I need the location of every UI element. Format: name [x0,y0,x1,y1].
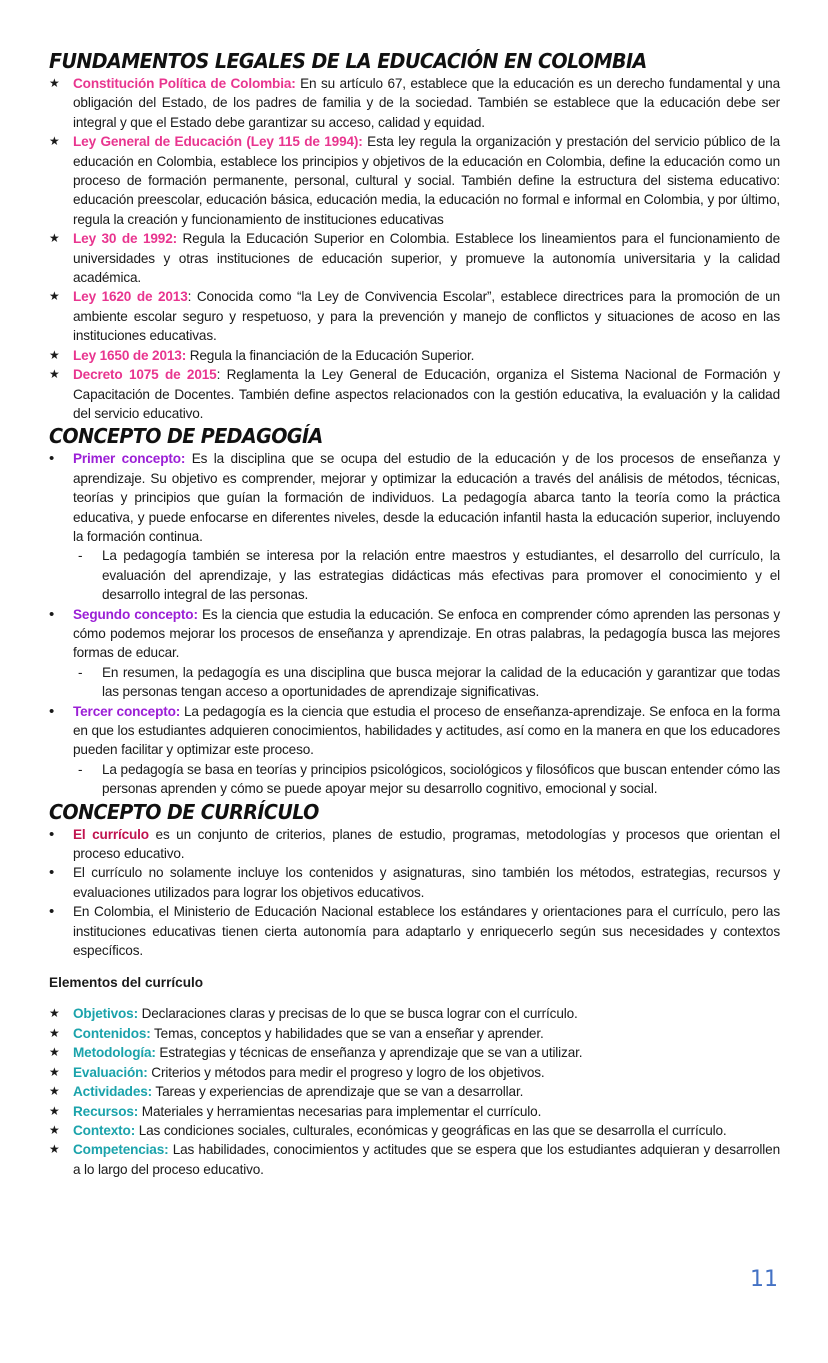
list-item [49,229,780,287]
dot-bullet-icon: • [49,864,55,882]
item-text: Las condiciones sociales, culturales, económicas y geográficas en las que se desarrolla el currículo. [135,1122,727,1138]
list-item [49,1043,780,1062]
item-text: En Colombia, el Ministerio de Educación Nacional establece los estándares y orientaciones para el currículo, pero las instituciones educativas tienen cierta autonomía para adaptarlo y enriquecerlo según sus necesidades y contextos específicos. [73,904,780,959]
item-text: : Reglamenta la Ley General de Educación, organiza el Sistema Nacional de Formación y Capacitación de Docentes. También define aspectos relacionados con la gestión educativa, la evaluación y la calidad del servicio educativo. [73,367,780,421]
dot-bullet-icon: • [49,903,55,921]
star-bullet-icon: ★ [49,1103,60,1118]
item-text: Criterios y métodos para medir el progreso y logro de los objetivos. [147,1064,545,1080]
item-label: Contenidos: [73,1025,151,1041]
sub-item-text: La pedagogía se basa en teorías y principios psicológicos, sociológicos y filosóficos que buscan entender cómo las personas aprenden y cómo se puede apoyar mejor su desarrollo cognitivo, emocional y social. [102,761,780,797]
elements-list [49,1004,780,1179]
list-item [49,1063,780,1082]
item-text: La pedagogía es la ciencia que estudia el proceso de enseñanza-aprendizaje. Se enfoca en la forma en que los estudiantes adquieren conocimientos, habilidades y actitudes, así como en la manera en que los educadores pueden facilitar y optimizar este proceso. [73,703,780,758]
page-number: 11 [750,1267,778,1292]
item-text: Regula la Educación Superior en Colombia. Establece los lineamientos para el funcionamiento de universidades y otras instituciones de educación superior, y promueve la autonomía universitaria y la calidad académica. [73,231,780,286]
item-label: Tercer concepto: [73,703,181,719]
dash-bullet-icon: - [78,761,83,777]
legal-list [49,74,780,423]
list-item [49,1121,780,1140]
star-bullet-icon: ★ [49,367,60,382]
list-item [49,1140,780,1179]
dot-bullet-icon: • [49,702,55,720]
item-label: Objetivos: [73,1006,138,1022]
list-item [49,74,780,132]
star-bullet-icon: ★ [49,1122,60,1137]
document-page [49,48,780,1179]
list-item [49,449,780,604]
sub-item [73,663,780,702]
pedagogy-list [49,449,780,798]
dash-bullet-icon: - [78,664,83,680]
item-text: Regula la financiación de la Educación Superior. [186,347,475,363]
sub-list [73,760,780,799]
list-item [49,346,780,365]
item-text: Declaraciones claras y precisas de lo que se busca lograr con el currículo. [137,1006,578,1022]
sub-list [73,663,780,702]
star-bullet-icon: ★ [49,231,60,246]
list-item [49,702,780,799]
sub-item [73,760,780,799]
list-item [49,1082,780,1101]
item-label: Ley General de Educación (Ley 115 de 1994): [73,134,363,150]
dot-bullet-icon: • [49,825,55,843]
item-text: Estrategias y técnicas de enseñanza y aprendizaje que se van a utilizar. [155,1045,583,1061]
section-title-legal: FUNDAMENTOS LEGALES DE LA EDUCACIÓN EN COLOMBIA [49,49,647,73]
item-label: Segundo concepto: [73,606,198,622]
list-item [49,287,780,345]
section-title-curriculum: CONCEPTO DE CURRÍCULO [49,799,319,824]
star-bullet-icon: ★ [49,1045,60,1060]
item-label: Metodología: [73,1045,156,1061]
list-item [49,1004,780,1023]
list-item [49,863,780,902]
item-text: Materiales y herramientas necesarias para implementar el currículo. [138,1103,542,1119]
item-label: Competencias: [73,1142,169,1158]
item-label: Actividades: [73,1084,153,1100]
star-bullet-icon: ★ [49,1084,60,1099]
curriculum-list [49,825,780,961]
dot-bullet-icon: • [49,450,55,468]
item-label: Ley 30 de 1992: [73,231,177,247]
elements-heading: Elementos del currículo [49,975,204,991]
item-label: El currículo [73,826,149,842]
item-label: Contexto: [73,1122,136,1138]
item-text: Esta ley regula la organización y prestación del servicio público de la educación en Colombia, establece los principios y objetivos de la educación en Colombia, define la educación como un proceso de formación permanente, personal, cultural y social. También define la estructura del sistema educativo: educación preescolar, educación básica, educación media, la educación no formal e informal en Colombia, y por último, regula la creación y funcionamiento de instituciones educativas [73,134,780,227]
item-text: Tareas y experiencias de aprendizaje que se van a desarrollar. [152,1084,524,1100]
star-bullet-icon: ★ [49,76,60,90]
item-label: Evaluación: [73,1064,148,1080]
item-text: El currículo no solamente incluye los contenidos y asignaturas, sino también los métodos, estrategias, recursos y evaluaciones utilizados para lograr los objetivos educativos. [73,865,780,900]
item-label: Primer concepto: [73,451,186,467]
item-label: Ley 1620 de 2013 [73,289,188,305]
item-label: Ley 1650 de 2013: [73,347,187,363]
section-title-pedagogy: CONCEPTO DE PEDAGOGÍA [49,424,323,449]
sub-item [73,546,780,604]
item-text: Es la disciplina que se ocupa del estudio de la educación y de los procesos de enseñanza y aprendizaje. Su objetivo es comprender, mejorar y optimizar la educación a través del análisis de métodos, técnicas, teorías y principios que guían la formación de individuos. La pedagogía abarca tanto la teoría como la práctica educativa, y puede enfocarse en diferentes niveles, desde la educación infantil hasta la educación superior, incluyendo la formación continua. [73,451,780,544]
star-bullet-icon: ★ [49,134,60,149]
list-item [49,1102,780,1121]
dash-bullet-icon: - [78,548,83,564]
star-bullet-icon: ★ [49,347,60,362]
item-label: Recursos: [73,1103,139,1119]
list-item [49,605,780,702]
item-label: Constitución Política de Colombia: [73,76,296,91]
list-item [49,365,780,423]
star-bullet-icon: ★ [49,1064,60,1079]
item-text: En su artículo 67, establece que la educación es un derecho fundamental y una obligación del Estado, de los padres de familia y de la sociedad. También se establece que la educación debe ser integral y que el Estado debe garantizar su acceso, calidad y equidad. [73,76,780,130]
dot-bullet-icon: • [49,605,55,623]
list-item [49,1024,780,1043]
item-text: Temas, conceptos y habilidades que se van a enseñar y aprender. [150,1025,544,1041]
list-item [49,825,780,864]
item-text: : Conocida como “la Ley de Convivencia Escolar”, establece directrices para la promoción de un ambiente escolar seguro y respetuoso, y para la prevención y manejo de conflictos y situaciones de acoso en las instituciones educativas. [73,289,781,344]
list-item [49,902,780,960]
item-text: Las habilidades, conocimientos y actitudes que se espera que los estudiantes adquieran y desarrollen a lo largo del proceso educativo. [73,1142,780,1177]
star-bullet-icon: ★ [49,289,60,304]
item-text: Es la ciencia que estudia la educación. Se enfoca en comprender cómo aprenden las personas y cómo podemos mejorar los procesos de enseñanza y aprendizaje. En otras palabras, la pedagogía busca las mejores formas de educar. [73,606,781,661]
star-bullet-icon: ★ [49,1006,60,1021]
sub-list [73,546,780,604]
sub-item-text: La pedagogía también se interesa por la relación entre maestros y estudiantes, el desarrollo del currículo, la evaluación del aprendizaje, y las estrategias didácticas más efectivas para promover el conocimiento y el desarrollo integral de las personas. [102,548,780,603]
star-bullet-icon: ★ [49,1142,60,1157]
sub-item-text: En resumen, la pedagogía es una disciplina que busca mejorar la calidad de la educación y garantizar que todas las personas tengan acceso a oportunidades de aprendizaje significativas. [102,664,780,700]
item-text: es un conjunto de criterios, planes de estudio, programas, metodologías y procesos que orientan el proceso educativo. [73,826,780,862]
list-item [49,132,780,229]
star-bullet-icon: ★ [49,1025,60,1040]
item-label: Decreto 1075 de 2015 [73,367,217,383]
